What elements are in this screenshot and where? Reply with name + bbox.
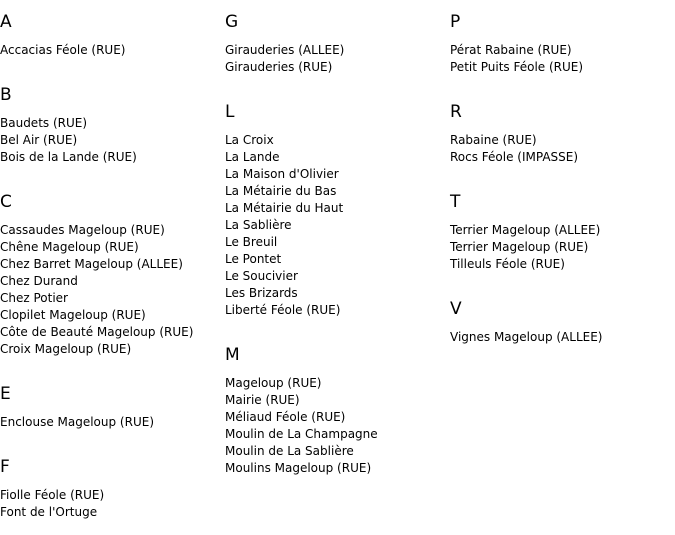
street-link[interactable]: Font de l'Ortuge — [0, 505, 98, 519]
street-link[interactable]: Chêne Mageloup (RUE) — [0, 240, 139, 254]
street-index-column-2 — [225, 0, 378, 477]
street-link[interactable]: Fiolle Féole (RUE) — [0, 488, 105, 502]
group-spacer — [225, 319, 378, 333]
letter-group — [450, 12, 602, 90]
street-link[interactable]: Le Soucivier — [225, 269, 298, 283]
street-link[interactable]: La Croix — [225, 133, 274, 147]
letter-group — [0, 384, 193, 445]
street-link[interactable]: Moulin de La Champagne — [225, 427, 378, 441]
street-link[interactable]: Côte de Beauté Mageloup (RUE) — [0, 325, 194, 339]
street-link[interactable]: Terrier Mageloup (RUE) — [450, 240, 589, 254]
street-link[interactable]: Girauderies (RUE) — [225, 60, 333, 74]
letter-group — [450, 299, 602, 346]
street-link[interactable]: Tilleuls Féole (RUE) — [450, 257, 565, 271]
group-spacer — [0, 59, 193, 73]
letter-heading: R — [450, 102, 462, 122]
street-link[interactable]: Rocs Féole (IMPASSE) — [450, 150, 579, 164]
letter-group — [450, 192, 602, 287]
street-link[interactable]: Les Brizards — [225, 286, 298, 300]
letter-group — [0, 192, 193, 372]
letter-heading: T — [450, 192, 461, 212]
letter-heading: E — [0, 384, 11, 404]
letter-group — [225, 12, 378, 90]
group-spacer — [0, 358, 193, 372]
letter-heading: C — [0, 192, 12, 212]
group-spacer — [450, 273, 602, 287]
street-link[interactable]: Chez Barret Mageloup (ALLEE) — [0, 257, 183, 271]
street-index-column-1 — [0, 0, 193, 521]
street-link[interactable]: Mairie (RUE) — [225, 393, 300, 407]
street-link[interactable]: La Sablière — [225, 218, 292, 232]
street-link[interactable]: Baudets (RUE) — [0, 116, 88, 130]
street-link[interactable]: Pérat Rabaine (RUE) — [450, 43, 572, 57]
street-link[interactable]: La Lande — [225, 150, 280, 164]
street-link[interactable]: Clopilet Mageloup (RUE) — [0, 308, 146, 322]
group-spacer — [450, 166, 602, 180]
street-link[interactable]: Petit Puits Féole (RUE) — [450, 60, 584, 74]
letter-heading: A — [0, 12, 12, 32]
street-link[interactable]: Cassaudes Mageloup (RUE) — [0, 223, 165, 237]
letter-heading: B — [0, 85, 12, 105]
letter-group — [0, 457, 193, 521]
street-link[interactable]: Vignes Mageloup (ALLEE) — [450, 330, 603, 344]
letter-heading: P — [450, 12, 461, 32]
street-link[interactable]: Rabaine (RUE) — [450, 133, 537, 147]
street-link[interactable]: Accacias Féole (RUE) — [0, 43, 126, 57]
letter-group — [0, 85, 193, 180]
group-spacer — [0, 166, 193, 180]
street-link[interactable]: Bois de la Lande (RUE) — [0, 150, 137, 164]
group-spacer — [0, 431, 193, 445]
street-link[interactable]: Chez Potier — [0, 291, 68, 305]
street-link[interactable]: Moulins Mageloup (RUE) — [225, 461, 372, 475]
street-link[interactable]: Croix Mageloup (RUE) — [0, 342, 132, 356]
street-link[interactable]: Chez Durand — [0, 274, 78, 288]
street-link[interactable]: Liberté Féole (RUE) — [225, 303, 341, 317]
letter-group — [225, 102, 378, 333]
street-link[interactable]: Enclouse Mageloup (RUE) — [0, 415, 155, 429]
street-link[interactable]: La Maison d'Olivier — [225, 167, 339, 181]
street-index-column-3 — [450, 0, 602, 346]
letter-heading: L — [225, 102, 235, 122]
letter-group — [450, 102, 602, 180]
street-link[interactable]: Mageloup (RUE) — [225, 376, 322, 390]
letter-heading: V — [450, 299, 462, 319]
group-spacer — [450, 76, 602, 90]
letter-group — [225, 345, 378, 477]
street-link[interactable]: Terrier Mageloup (ALLEE) — [450, 223, 601, 237]
street-link[interactable]: Méliaud Féole (RUE) — [225, 410, 346, 424]
street-link[interactable]: Girauderies (ALLEE) — [225, 43, 345, 57]
street-link[interactable]: La Métairie du Haut — [225, 201, 344, 215]
letter-group — [0, 12, 193, 73]
street-link[interactable]: Moulin de La Sablière — [225, 444, 354, 458]
group-spacer — [225, 76, 378, 90]
letter-heading: G — [225, 12, 239, 32]
street-link[interactable]: Le Breuil — [225, 235, 278, 249]
street-link[interactable]: Bel Air (RUE) — [0, 133, 78, 147]
letter-heading: F — [0, 457, 10, 477]
street-link[interactable]: La Métairie du Bas — [225, 184, 337, 198]
letter-heading: M — [225, 345, 240, 365]
street-link[interactable]: Le Pontet — [225, 252, 282, 266]
